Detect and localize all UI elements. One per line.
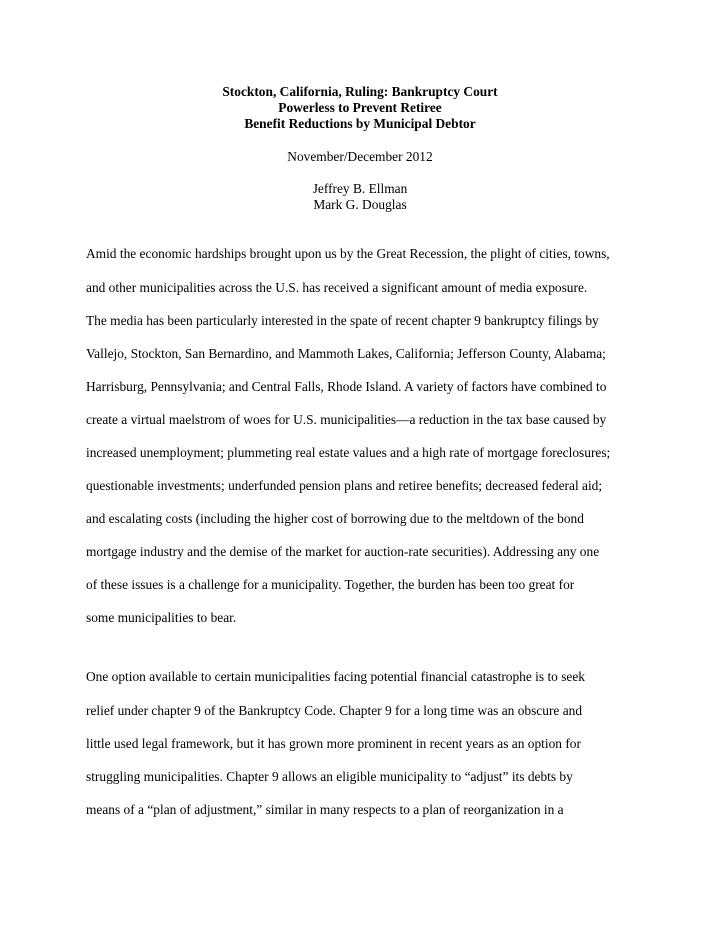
paragraph-line: One option available to certain municipalities facing potential financial catastrophe is to seek [86, 669, 585, 684]
paragraph-line: increased unemployment; plummeting real estate values and a high rate of mortgage foreclosures; [86, 445, 611, 460]
paragraph-line: and other municipalities across the U.S. has received a significant amount of media exposure. [86, 280, 588, 295]
paragraph-line: and escalating costs (including the higher cost of borrowing due to the meltdown of the bond [86, 511, 584, 526]
paragraph-line: The media has been particularly interested in the spate of recent chapter 9 bankruptcy filings by [86, 313, 599, 328]
paragraph-line: some municipalities to bear. [86, 610, 237, 625]
paragraph-line: little used legal framework, but it has grown more prominent in recent years as an option for [86, 736, 581, 751]
author-2: Mark G. Douglas [313, 197, 407, 212]
paragraph-line: relief under chapter 9 of the Bankruptcy Code. Chapter 9 for a long time was an obscure and [86, 703, 583, 718]
document-title [0, 84, 720, 132]
paragraph-line: Amid the economic hardships brought upon us by the Great Recession, the plight of cities, towns, [86, 246, 610, 261]
paragraph-line: means of a “plan of adjustment,” similar in many respects to a plan of reorganization in a [86, 802, 564, 817]
author-1: Jeffrey B. Ellman [312, 181, 408, 196]
paragraph-line: Vallejo, Stockton, San Bernardino, and Mammoth Lakes, California; Jefferson County, Alabama; [86, 346, 606, 361]
title-line-1: Stockton, California, Ruling: Bankruptcy Court [222, 84, 498, 99]
paragraph-line: questionable investments; underfunded pension plans and retiree benefits; decreased federal aid; [86, 478, 603, 493]
publication-date: November/December 2012 [287, 149, 433, 164]
title-line-2: Powerless to Prevent Retiree [278, 100, 442, 115]
paragraph-line: mortgage industry and the demise of the market for auction-rate securities). Addressing any one [86, 544, 600, 559]
title-line-3: Benefit Reductions by Municipal Debtor [244, 116, 476, 131]
paragraph-line: Harrisburg, Pennsylvania; and Central Falls, Rhode Island. A variety of factors have combined to [86, 379, 607, 394]
paragraph-line: of these issues is a challenge for a municipality. Together, the burden has been too great for [86, 577, 575, 592]
paragraph-line: struggling municipalities. Chapter 9 allows an eligible municipality to “adjust” its debts by [86, 769, 573, 784]
paragraph-line: create a virtual maelstrom of woes for U.S. municipalities—a reduction in the tax base caused by [86, 412, 607, 427]
